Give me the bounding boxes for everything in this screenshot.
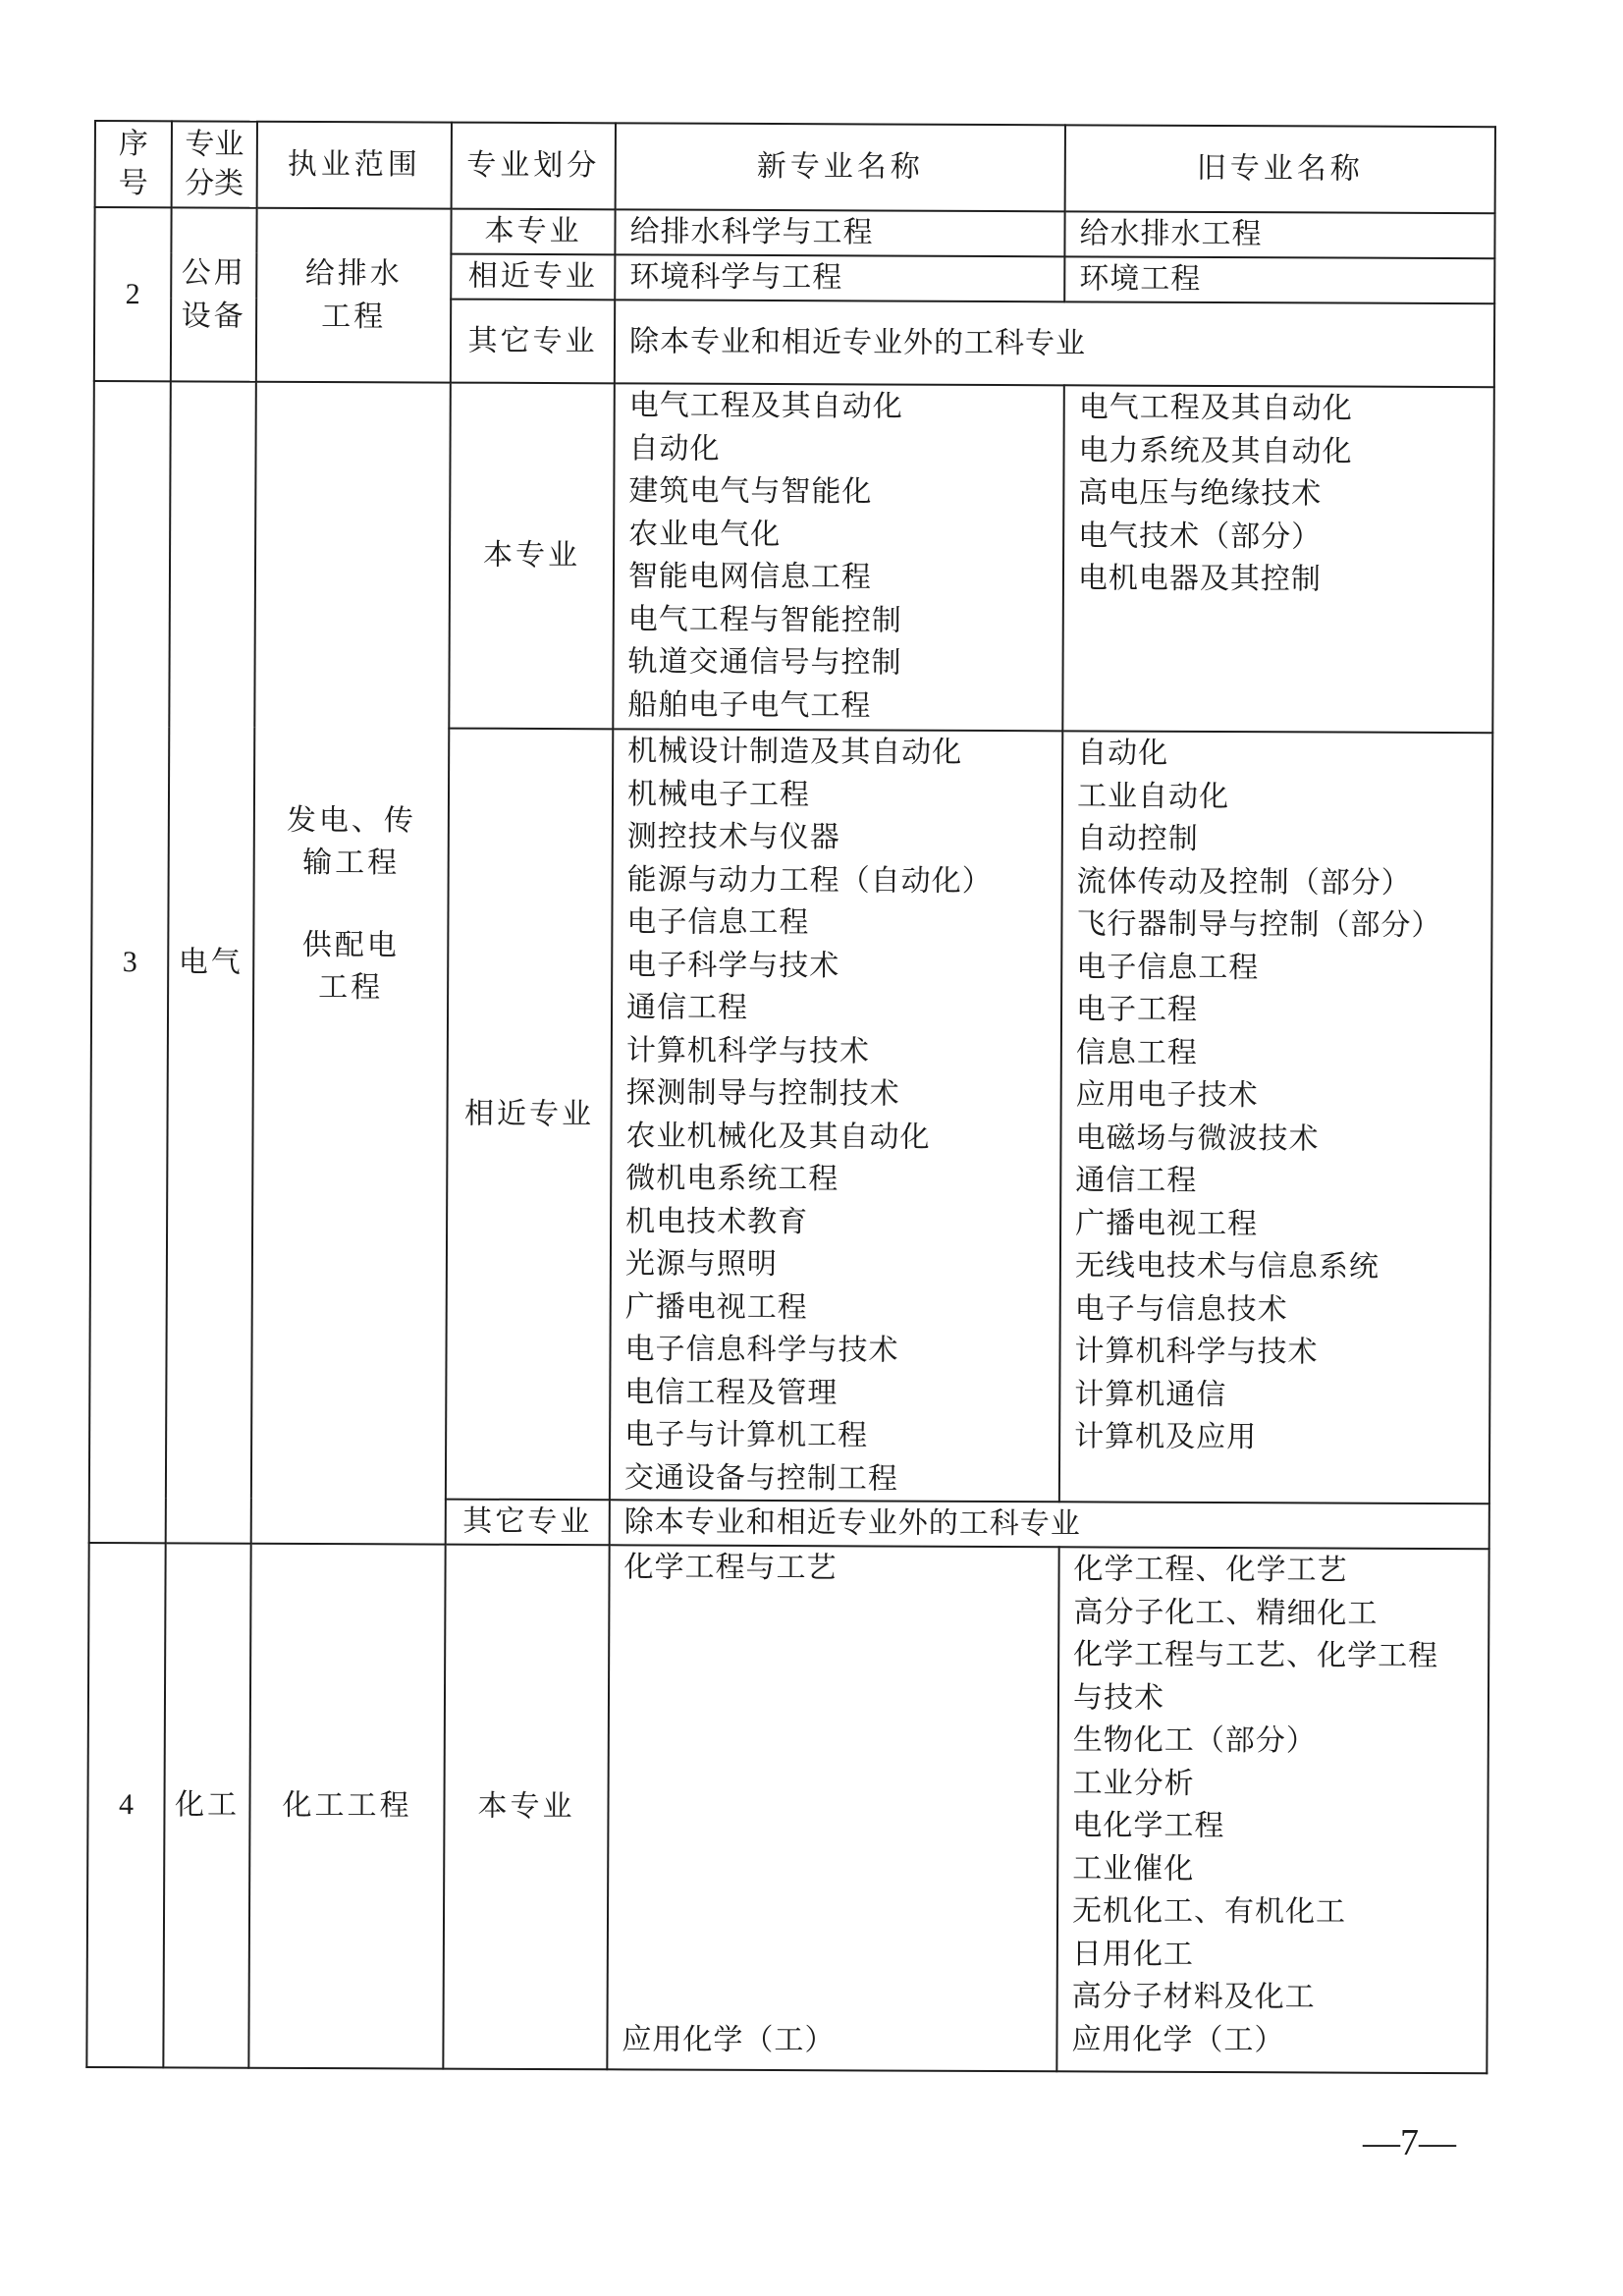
division-label: 其它专业 xyxy=(446,1500,610,1546)
new-name-cell: 机械设计制造及其自动化 机械电子工程 测控技术与仪器 能源与动力工程（自动化） 电子信息工程 电子科学与技术 通信工程 计算机科学与技术 探测制导与控制技术 农业机械化及其自动化 微机电系统工程 机电技术教育 光源与照明 广播电视工程 电子信息科学与技术 电信工程及管理 电子与计算机工程 交通设备与控制工程 xyxy=(610,729,1062,1502)
old-name-cell: 给水排水工程 xyxy=(1064,211,1494,258)
new-name-cell: 化学工程与工艺 应用化学（工） xyxy=(607,1545,1058,2071)
page-number: —7— xyxy=(1363,2122,1456,2163)
table-row xyxy=(92,381,1494,733)
header-new-name: 新专业名称 xyxy=(616,123,1065,211)
major-classification-table xyxy=(85,120,1496,2074)
merged-other-cell: 除本专业和相近专业外的工科专业 xyxy=(615,300,1494,387)
old-name-cell: 化学工程、化学工艺 高分子化工、精细化工 化学工程与工艺、化学工程 与技术 生物化工（部分） 工业分析 电化学工程 工业催化 无机化工、有机化工 日用化工 高分子材料及化工 应用化学（工） xyxy=(1056,1547,1488,2073)
row-scope: 给排水 工程 xyxy=(256,208,452,383)
new-name-cell: 环境科学与工程 xyxy=(615,254,1064,301)
division-label: 本专业 xyxy=(449,383,615,730)
old-name-cell: 环境工程 xyxy=(1064,256,1494,303)
row-category: 化工 xyxy=(163,1543,250,2067)
row-seq: 3 xyxy=(89,381,171,1543)
row-category: 电气 xyxy=(166,381,256,1543)
division-label: 相近专业 xyxy=(451,254,615,301)
merged-other-cell: 除本专业和相近专业外的工科专业 xyxy=(610,1500,1489,1549)
row-scope: 化工工程 xyxy=(248,1544,445,2069)
row-scope: 发电、传 输工程 供配电 工程 xyxy=(251,382,451,1545)
table-header-row xyxy=(95,121,1495,213)
new-name-cell: 电气工程及其自动化 自动化 建筑电气与智能化 农业电气化 智能电网信息工程 电气工程与智能控制 轨道交通信号与控制 船舶电子电气工程 xyxy=(613,383,1064,731)
new-name-cell: 给排水科学与工程 xyxy=(615,209,1064,256)
division-label: 相近专业 xyxy=(446,729,613,1501)
header-old-name: 旧专业名称 xyxy=(1065,125,1495,213)
table-row xyxy=(94,207,1494,258)
header-division: 专业划分 xyxy=(452,123,616,210)
row-seq: 4 xyxy=(86,1543,165,2067)
header-category: 专业 分类 xyxy=(172,121,257,207)
table-row xyxy=(86,1543,1488,2073)
row-seq: 2 xyxy=(94,207,172,381)
header-scope: 执业范围 xyxy=(257,122,452,209)
division-label: 其它专业 xyxy=(451,300,615,384)
division-label: 本专业 xyxy=(443,1545,609,2070)
row-category: 公用 设备 xyxy=(171,207,257,381)
division-label: 本专业 xyxy=(451,209,615,255)
old-name-cell: 自动化 工业自动化 自动控制 流体传动及控制（部分） 飞行器制导与控制（部分） 电子信息工程 电子工程 信息工程 应用电子技术 电磁场与微波技术 通信工程 广播电视工程 无线电技术与信息系统 电子与信息技术 计算机科学与技术 计算机通信 计算机及应用 xyxy=(1059,731,1492,1503)
old-name-cell: 电气工程及其自动化 电力系统及其自动化 高电压与绝缘技术 电气技术（部分） 电机电器及其控制 xyxy=(1062,385,1494,733)
header-seq: 序 号 xyxy=(95,121,172,207)
